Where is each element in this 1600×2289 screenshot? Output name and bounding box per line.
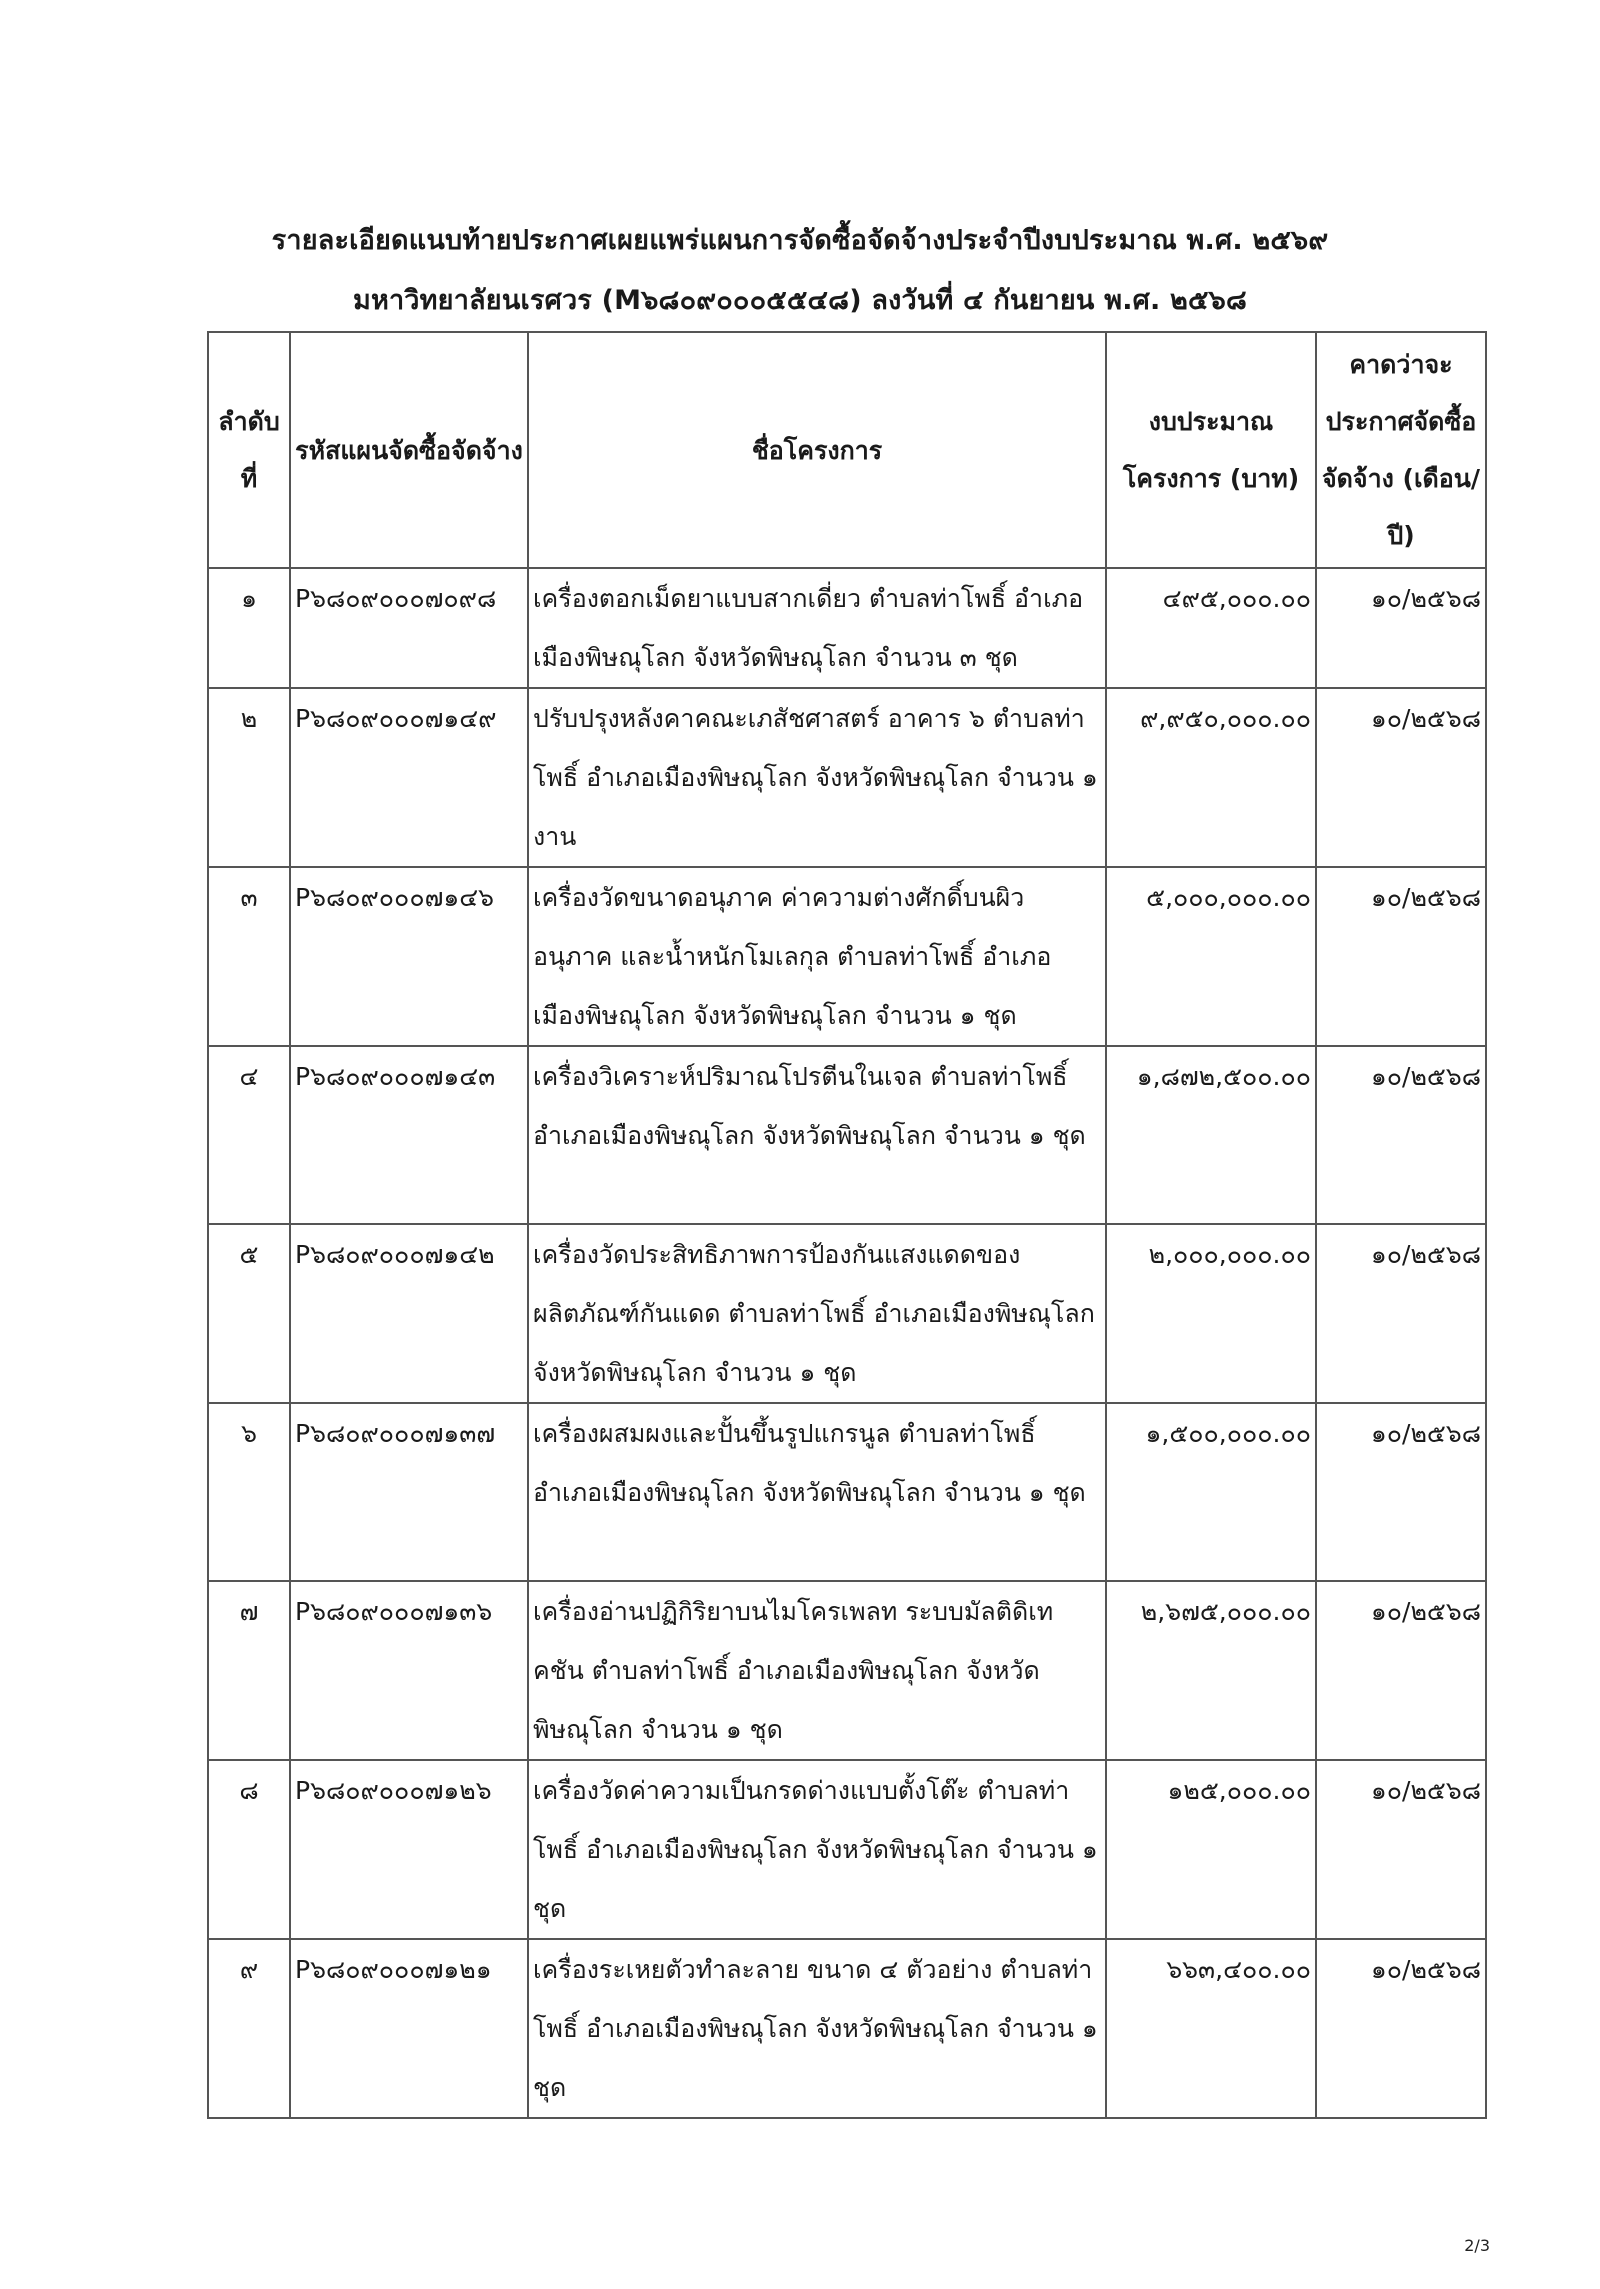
header-budget: งบประมาณโครงการ (บาท) bbox=[1106, 332, 1316, 568]
row-budget: ๙,๙๕๐,๐๐๐.๐๐ bbox=[1106, 688, 1316, 867]
row-budget: ๒,๖๗๕,๐๐๐.๐๐ bbox=[1106, 1581, 1316, 1760]
table-row bbox=[208, 1760, 1486, 1939]
row-date: ๑๐/๒๕๖๘ bbox=[1316, 1581, 1486, 1760]
row-budget: ๑,๕๐๐,๐๐๐.๐๐ bbox=[1106, 1403, 1316, 1581]
row-no: ๖ bbox=[208, 1403, 290, 1581]
table-body bbox=[208, 568, 1486, 2118]
row-date: ๑๐/๒๕๖๘ bbox=[1316, 1760, 1486, 1939]
row-date: ๑๐/๒๕๖๘ bbox=[1316, 1046, 1486, 1224]
row-date: ๑๐/๒๕๖๘ bbox=[1316, 1939, 1486, 2118]
row-code: P๖๘๐๙๐๐๐๗๑๓๖ bbox=[290, 1581, 528, 1760]
row-date: ๑๐/๒๕๖๘ bbox=[1316, 867, 1486, 1046]
header-code: รหัสแผนจัดซื้อจัดจ้าง bbox=[290, 332, 528, 568]
row-budget: ๑๒๕,๐๐๐.๐๐ bbox=[1106, 1760, 1316, 1939]
table-row bbox=[208, 1581, 1486, 1760]
row-name: เครื่องตอกเม็ดยาแบบสากเดี่ยว ตำบลท่าโพธิ์ อำเภอเมืองพิษณุโลก จังหวัดพิษณุโลก จำนวน ๓ ชุด bbox=[528, 568, 1106, 688]
row-name: ปรับปรุงหลังคาคณะเภสัชศาสตร์ อาคาร ๖ ตำบลท่าโพธิ์ อำเภอเมืองพิษณุโลก จังหวัดพิษณุโลก จำนวน ๑ งาน bbox=[528, 688, 1106, 867]
row-code: P๖๘๐๙๐๐๐๗๐๙๘ bbox=[290, 568, 528, 688]
row-no: ๙ bbox=[208, 1939, 290, 2118]
row-budget: ๖๖๓,๔๐๐.๐๐ bbox=[1106, 1939, 1316, 2118]
table-row bbox=[208, 1046, 1486, 1224]
row-no: ๗ bbox=[208, 1581, 290, 1760]
row-budget: ๕,๐๐๐,๐๐๐.๐๐ bbox=[1106, 867, 1316, 1046]
table-row bbox=[208, 1403, 1486, 1581]
page-number: 2/3 bbox=[1464, 2236, 1490, 2255]
row-code: P๖๘๐๙๐๐๐๗๑๔๓ bbox=[290, 1046, 528, 1224]
row-no: ๒ bbox=[208, 688, 290, 867]
row-code: P๖๘๐๙๐๐๐๗๑๔๖ bbox=[290, 867, 528, 1046]
row-no: ๘ bbox=[208, 1760, 290, 1939]
row-name: เครื่องวัดค่าความเป็นกรดด่างแบบตั้งโต๊ะ ตำบลท่าโพธิ์ อำเภอเมืองพิษณุโลก จังหวัดพิษณุโลก จำนวน ๑ ชุด bbox=[528, 1760, 1106, 1939]
table-row bbox=[208, 568, 1486, 688]
row-name: เครื่องอ่านปฏิกิริยาบนไมโครเพลท ระบบมัลติดิเทคชัน ตำบลท่าโพธิ์ อำเภอเมืองพิษณุโลก จังหวัดพิษณุโลก จำนวน ๑ ชุด bbox=[528, 1581, 1106, 1760]
row-budget: ๒,๐๐๐,๐๐๐.๐๐ bbox=[1106, 1224, 1316, 1403]
header-date: คาดว่าจะประกาศจัดซื้อจัดจ้าง (เดือน/ปี) bbox=[1316, 332, 1486, 568]
row-code: P๖๘๐๙๐๐๐๗๑๒๖ bbox=[290, 1760, 528, 1939]
row-code: P๖๘๐๙๐๐๐๗๑๔๒ bbox=[290, 1224, 528, 1403]
row-name: เครื่องระเหยตัวทำละลาย ขนาด ๔ ตัวอย่าง ตำบลท่าโพธิ์ อำเภอเมืองพิษณุโลก จังหวัดพิษณุโลก จำนวน ๑ ชุด bbox=[528, 1939, 1106, 2118]
row-code: P๖๘๐๙๐๐๐๗๑๔๙ bbox=[290, 688, 528, 867]
row-date: ๑๐/๒๕๖๘ bbox=[1316, 1403, 1486, 1581]
row-no: ๓ bbox=[208, 867, 290, 1046]
row-no: ๑ bbox=[208, 568, 290, 688]
row-name: เครื่องวัดประสิทธิภาพการป้องกันแสงแดดของผลิตภัณฑ์กันแดด ตำบลท่าโพธิ์ อำเภอเมืองพิษณุโลก จังหวัดพิษณุโลก จำนวน ๑ ชุด bbox=[528, 1224, 1106, 1403]
row-code: P๖๘๐๙๐๐๐๗๑๒๑ bbox=[290, 1939, 528, 2118]
row-budget: ๑,๘๗๒,๕๐๐.๐๐ bbox=[1106, 1046, 1316, 1224]
row-budget: ๔๙๕,๐๐๐.๐๐ bbox=[1106, 568, 1316, 688]
document-title: รายละเอียดแนบท้ายประกาศเผยแพร่แผนการจัดซื้อจัดจ้างประจำปีงบประมาณ พ.ศ. ๒๕๖๙ bbox=[271, 225, 1329, 256]
row-date: ๑๐/๒๕๖๘ bbox=[1316, 688, 1486, 867]
row-date: ๑๐/๒๕๖๘ bbox=[1316, 1224, 1486, 1403]
table-row bbox=[208, 1939, 1486, 2118]
table-row bbox=[208, 1224, 1486, 1403]
row-no: ๔ bbox=[208, 1046, 290, 1224]
table-header bbox=[208, 332, 1486, 568]
procurement-plan-table bbox=[207, 331, 1487, 2119]
row-no: ๕ bbox=[208, 1224, 290, 1403]
header-name: ชื่อโครงการ bbox=[528, 332, 1106, 568]
row-name: เครื่องผสมผงและปั้นขึ้นรูปแกรนูล ตำบลท่าโพธิ์ อำเภอเมืองพิษณุโลก จังหวัดพิษณุโลก จำนวน ๑ ชุด bbox=[528, 1403, 1106, 1581]
document-subtitle: มหาวิทยาลัยนเรศวร (M๖๘๐๙๐๐๐๕๕๔๘) ลงวันที่ ๔ กันยายน พ.ศ. ๒๕๖๘ bbox=[352, 285, 1248, 316]
table-row bbox=[208, 688, 1486, 867]
header-no: ลำดับที่ bbox=[208, 332, 290, 568]
table-row bbox=[208, 867, 1486, 1046]
row-code: P๖๘๐๙๐๐๐๗๑๓๗ bbox=[290, 1403, 528, 1581]
row-name: เครื่องวิเคราะห์ปริมาณโปรตีนในเจล ตำบลท่าโพธิ์ อำเภอเมืองพิษณุโลก จังหวัดพิษณุโลก จำนวน ๑ ชุด bbox=[528, 1046, 1106, 1224]
row-name: เครื่องวัดขนาดอนุภาค ค่าความต่างศักดิ์บนผิวอนุภาค และน้ำหนักโมเลกุล ตำบลท่าโพธิ์ อำเภอเมืองพิษณุโลก จังหวัดพิษณุโลก จำนวน ๑ ชุด bbox=[528, 867, 1106, 1046]
row-date: ๑๐/๒๕๖๘ bbox=[1316, 568, 1486, 688]
